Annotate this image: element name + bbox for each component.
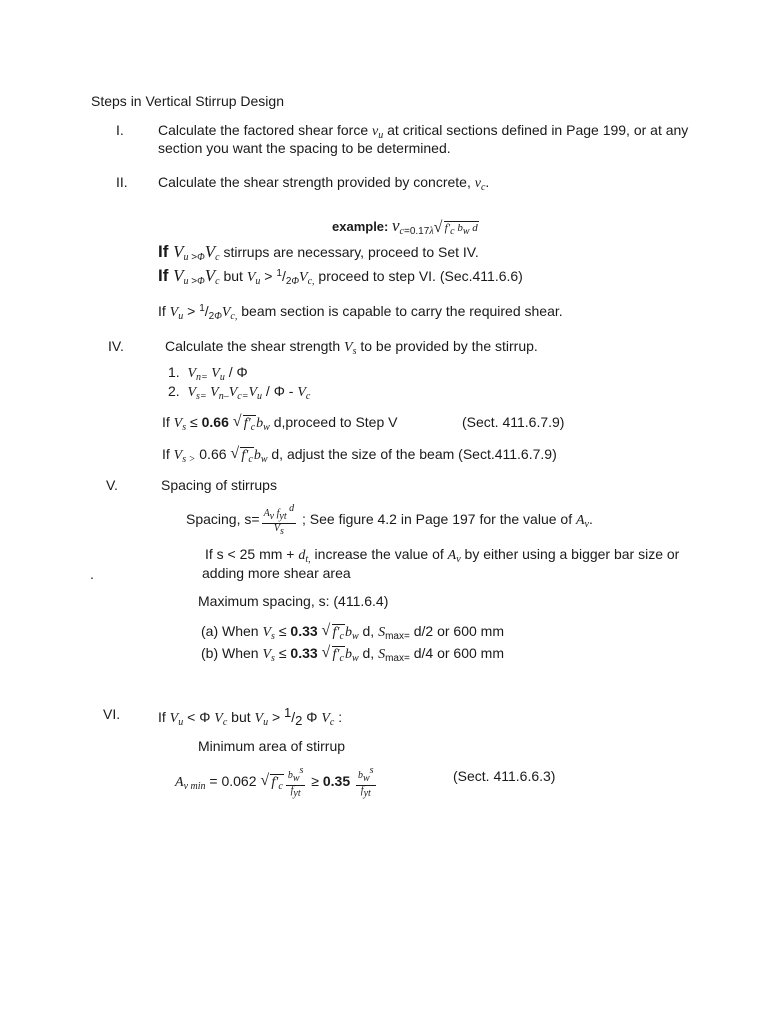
condition-stirrups-necessary: If $V_u$ $_{>\Phi}V_c$ stirrups are necessary, proceed to Set IV. <box>158 242 479 263</box>
step-1-line-2: section you want the spacing to be determined. <box>158 140 451 156</box>
step-6-numeral: VI. <box>103 706 121 722</box>
step-4-check-1: If $V_s \le 0.66$ √ $f'_cb_w$ d,proceed to Step V <box>162 414 397 434</box>
stray-dot: . <box>90 566 94 582</box>
min-area-ref: (Sect. 411.6.6.3) <box>453 768 556 784</box>
step-5-numeral: V. <box>106 477 118 493</box>
step-4-item-2: 2. $V_{s=}$ $V_{n-}V_{c=}V_u$ / Φ - $V_c$ <box>168 383 311 402</box>
spacing-formula: Spacing, s= $\frac{\text{Av fyt d}}{Vs}$ ; See figure 4.2 in Page 197 for the value of $A_v$. <box>186 503 593 537</box>
condition-proceed-step-6: If $V_u$ $_{>\Phi}V_c$ but $V_u > ^1/_{2\Phi}V_{c,}$ proceed to step VI. (Sec.411.6.6) <box>158 266 523 287</box>
max-spacing-case-b: (b) When $V_s \le 0.33$ √ $f'_cb_w$ d, $S_{max=}$ d/4 or 600 mm <box>201 645 504 665</box>
min-area-formula: $A_{v min} = 0.062$ √ $f'_c$ $\frac{\text{bws}}{\text{fyt}}$ ≥ 0.35 $\frac{\text{bws}}{\text{fyt}}$ <box>175 766 378 799</box>
max-spacing-heading: Maximum spacing, s: (411.6.4) <box>198 593 389 609</box>
example-formula: example: $v_{c=0.17\lambda}√$ f′c bw d <box>332 216 479 238</box>
step-4-check-2: If $V_{s >}$ 0.66 √ $f'_cb_w$ d, adjust the size of the beam (Sect.411.6.7.9) <box>162 446 557 466</box>
spacing-condition-line-2: adding more shear area <box>202 565 351 581</box>
step-4-check-1-ref: (Sect. 411.6.7.9) <box>462 414 565 430</box>
step-2-text: Calculate the shear strength provided by concrete, $v_c$. <box>158 174 490 193</box>
step-1-numeral: I. <box>116 122 124 138</box>
page-title: Steps in Vertical Stirrup Design <box>91 93 284 109</box>
max-spacing-case-a: (a) When $V_s \le 0.33$ √ $f'_cb_w$ d, $S_{max=}$ d/2 or 600 mm <box>201 623 504 643</box>
step-6-condition: If $V_u < \Phi$ $V_c$ but $V_u > 1/2$ Φ $V_c$ : <box>158 705 343 728</box>
condition-section-capable: If $V_u > ^1/_{2\Phi}V_{c,}$ beam section is capable to carry the required shear. <box>158 303 563 322</box>
min-area-heading: Minimum area of stirrup <box>198 738 346 754</box>
step-5-heading: Spacing of stirrups <box>161 477 277 493</box>
spacing-condition-line-1: If s < 25 mm + $d_{t,}$ increase the value of $A_v$ by either using a bigger bar size or <box>205 546 680 565</box>
step-4-text: Calculate the shear strength $V_s$ to be provided by the stirrup. <box>165 338 538 357</box>
step-1-line-1: Calculate the factored shear force $v_u$ at critical sections defined in Page 199, or at any <box>158 122 689 141</box>
step-2-numeral: II. <box>116 174 128 190</box>
step-4-numeral: IV. <box>108 338 124 354</box>
step-4-item-1: 1. $V_{n=}$ $V_u$ / Φ <box>168 364 248 383</box>
